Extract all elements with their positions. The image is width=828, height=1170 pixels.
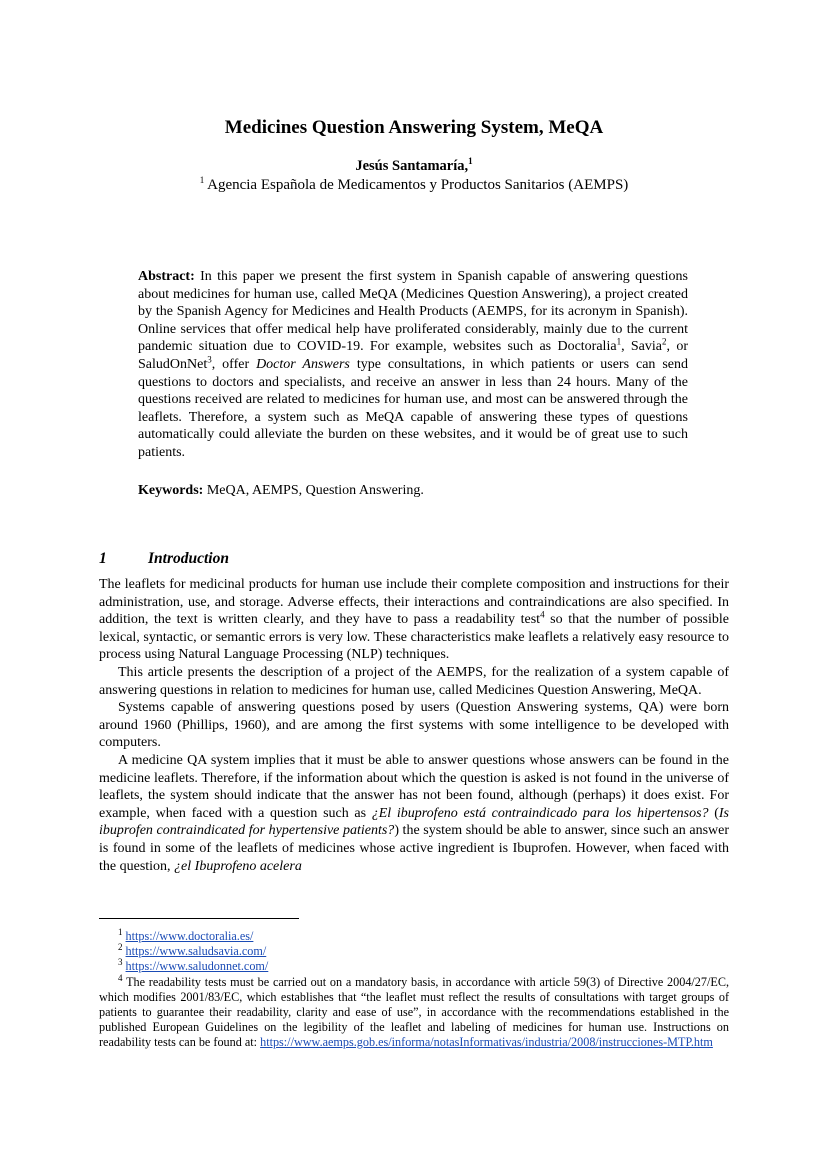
footnotes [99,926,729,1051]
keywords-text: MeQA, AEMPS, Question Answering. [203,483,424,498]
footnote-3-link[interactable]: https://www.saludonnet.com/ [125,959,269,974]
abstract-text-2: , Savia [621,339,662,355]
affiliation-line [0,177,828,194]
affiliation-text: Agencia Española de Medicamentos y Productos Sanitarios (AEMPS) [204,177,629,193]
paragraph-1-text-a: The leaflets for medicinal products for human use include their complete composition and instructions for their administration, use, and storage. Adverse effects, their interactions and contraindications are also specified. In addition, the text is written clearly, and they have to pass a readability test [99,577,729,628]
paragraph-1-text-b: so that the number of possible lexical, syntactic, or semantic errors is very low. These characteristics make leaflets a relatively easy resource to process using Natural Language Processing (NLP) techniques. [99,612,729,663]
author-name: Jesús Santamaría, [355,158,469,174]
paragraph-4-text-c: ) the system should be able to answer, since such an answer is found in some of the leaflets of medicines whose active ingredient is Ibuprofen. However, when faced with the question, [99,823,729,874]
footnote-ref-4: 4 [540,609,545,620]
footnote-separator [99,918,299,919]
paper-title: Medicines Question Answering System, MeQA [224,117,604,138]
footnote-ref-3: 3 [207,354,212,365]
footnote-ref-1: 1 [616,336,622,347]
author-affiliation-mark: 1 [468,156,473,167]
keywords [138,482,688,500]
paragraph-4-italic-3: ¿el Ibuprofeno acelera [174,858,302,874]
footnote-1-link[interactable]: https://www.doctoralia.es/ [125,929,254,943]
paragraph-1 [99,576,729,664]
author-line [0,158,828,175]
footnote-4 [99,972,729,1051]
paragraph-4-text-b: ( [708,805,719,821]
affiliation-mark: 1 [199,175,205,185]
footnote-2-mark: 2 [118,942,123,953]
paragraph-4 [99,752,729,875]
footnote-4-link[interactable]: https://www.aemps.gob.es/informa/notasInformativas/industria/2008/instrucciones-MTP.htm [260,1035,713,1050]
abstract-label: Abstract: [138,269,195,284]
footnote-4-mark: 4 [118,972,123,983]
section-body [99,576,729,875]
paragraph-4-italic-2: Is ibuprofen contraindicated for hypertensive patients? [99,805,729,839]
abstract-text-4: , offer [211,356,257,372]
footnote-2 [99,944,729,959]
footnote-3 [99,959,729,974]
footnote-1 [99,926,729,944]
footnote-ref-2: 2 [662,336,667,347]
footnote-4-text: The readability tests must be carried out on a mandatory basis, in accordance with article 59(3) of Directive 2004/27/EC, which modifies 2001/83/EC, which establishes that “the leaflet must reflect the results of consultations with target groups of patients to guarantee their readability, clarity and ease of use”, in accordance with the recommendations established in the published European Guidelines on the legibility of the leaflet and labeling of medicines for human use. Instructions on readability tests can be found at: [99,974,729,1050]
paragraph-2: This article presents the description of a project of the AEMPS, for the realization of a system capable of answering questions in relation to medicines for human use, called Medicines Question Answering, MeQA. [99,664,729,698]
paragraph-4-italic-1: ¿El ibuprofeno está contraindicado para los hipertensos? [371,805,709,821]
paragraph-4-text-a: A medicine QA system implies that it must be able to answer questions whose answers can be found in the medicine leaflets. Therefore, if the information about which the question is asked is not found in the universe of leaflets, the system should indicate that the answer has not been found, although (perhaps) it does exist. For example, when faced with a question such as [99,752,729,821]
abstract-text-3: , or SaludOnNet [138,339,688,372]
abstract-italic: Doctor Answers [256,356,350,372]
abstract-text-5: type consultations, in which patients or users can send questions to doctors and specialists, and receive an answer in less than 24 hours. Many of the questions received are related to medicines for human use, and most can be answered through the leaflets. Therefore, a system such as MeQA capable of answering these types of questions automatically could alleviate the burden on these websites, and it would be of great use to such patients. [138,356,689,460]
abstract [138,268,688,462]
section-number: 1 [99,550,107,567]
section-title: Introduction [148,550,229,567]
footnote-3-mark: 3 [118,957,123,968]
keywords-label: Keywords: [138,483,204,498]
footnote-2-link[interactable]: https://www.saludsavia.com/ [125,944,267,959]
section-heading [99,550,729,568]
abstract-text-1: In this paper we present the first system in Spanish capable of answering questions about medicines for human use, called MeQA (Medicines Question Answering), a project created by the Spanish Agency for Medicines and Health Products (AEMPS, for its acronym in Spanish). Online services that offer medical help have proliferated considerably, mainly due to the current pandemic situation due to COVID-19. For example, websites such as Doctoralia [138,269,688,355]
footnote-1-mark: 1 [118,926,123,937]
paragraph-3: Systems capable of answering questions posed by users (Question Answering systems, QA) were born around 1960 (Phillips, 1960), and are among the first systems with some intelligence to be developed with computers. [99,700,729,751]
